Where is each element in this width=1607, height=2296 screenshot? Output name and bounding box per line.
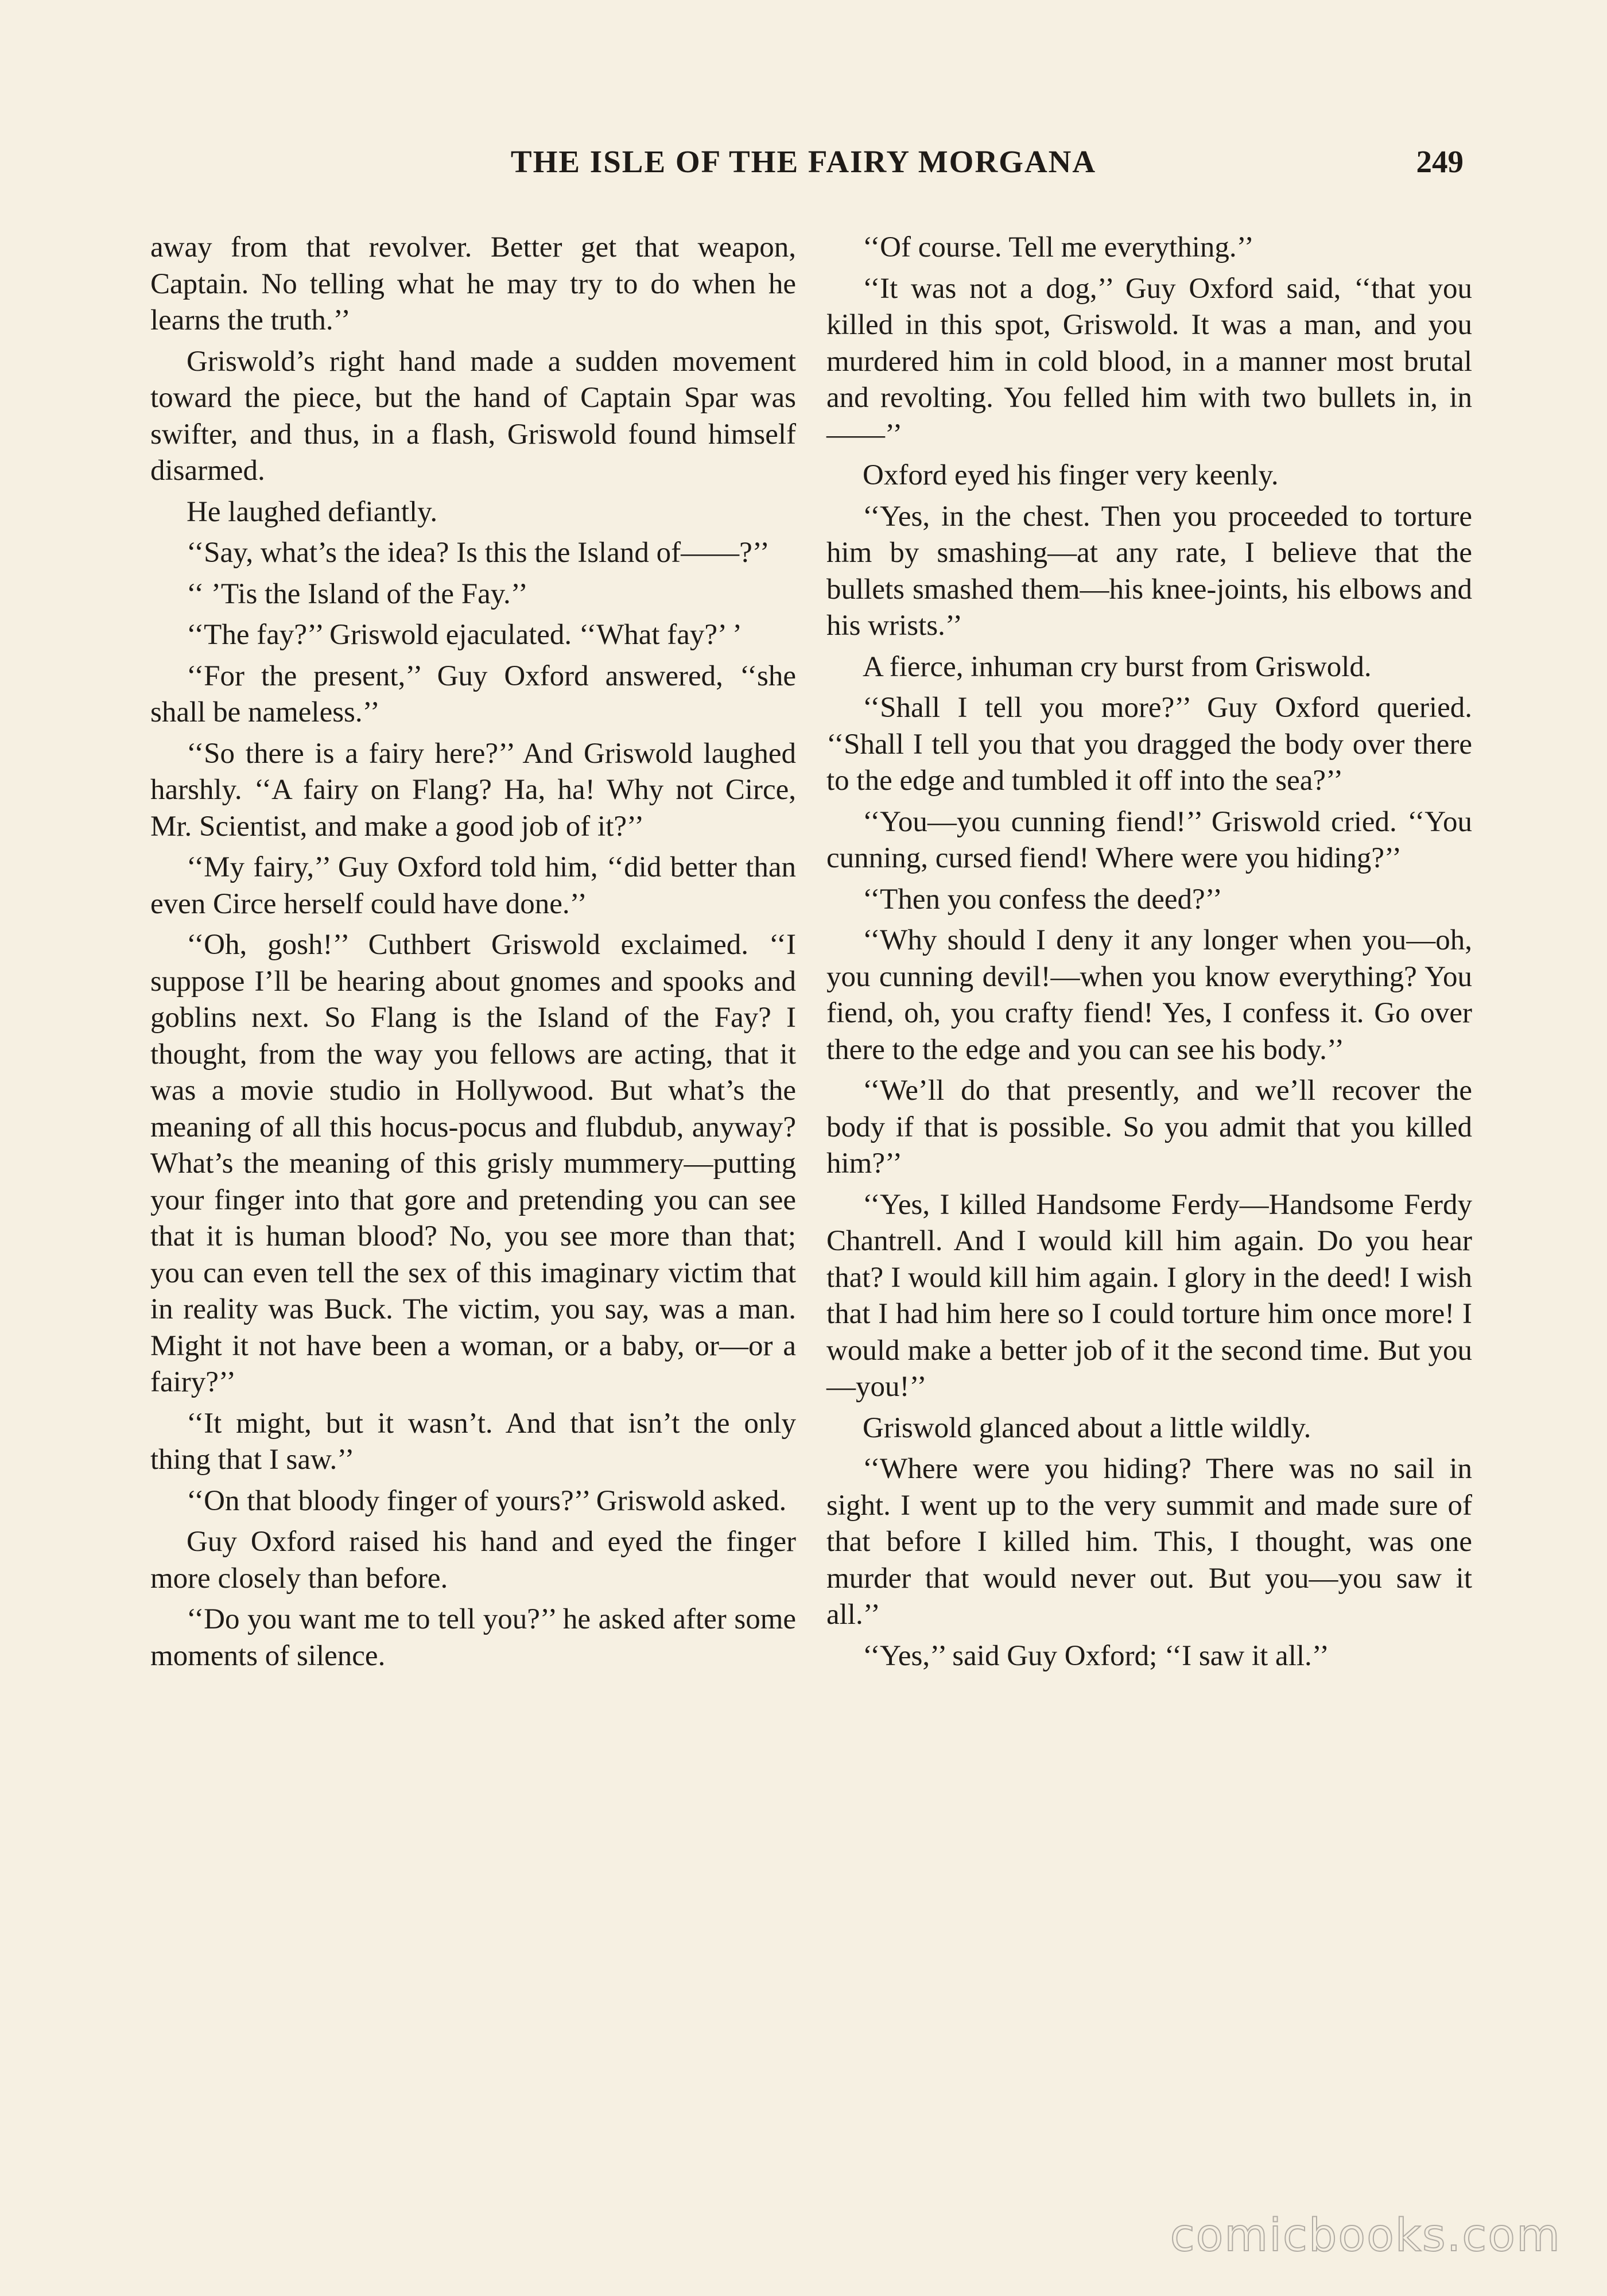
paragraph: ‘‘My fairy,’’ Guy Oxford told him, ‘‘did better than even Circe herself could have done.’’ bbox=[150, 851, 796, 920]
left-text-column bbox=[150, 230, 796, 1679]
paragraph: ‘‘Say, what’s the idea? Is this the Island of——?’’ bbox=[187, 537, 770, 569]
paragraph: away from that revolver. Better get that weapon, Captain. No telling what he may try to do when he learns the truth.’’ bbox=[150, 231, 796, 336]
paragraph: ‘‘ ’Tis the Island of the Fay.’’ bbox=[187, 577, 528, 610]
page-header bbox=[143, 144, 1464, 189]
paragraph: He laughed defiantly. bbox=[187, 495, 438, 528]
paragraph: ‘‘On that bloody finger of yours?’’ Griswold asked. bbox=[187, 1484, 787, 1517]
paragraph: Guy Oxford raised his hand and eyed the finger more closely than before. bbox=[150, 1526, 796, 1595]
paragraph: ‘‘Of course. Tell me everything.’’ bbox=[863, 231, 1254, 263]
paragraph: ‘‘Yes, in the chest. Then you proceeded to torture him by smashing—at any rate, I believe that the bullets smashed them—his knee-joints, his elbows and his wrists.’’ bbox=[826, 500, 1472, 642]
paragraph: ‘‘The fay?’’ Griswold ejaculated. ‘‘What fay?’ ’ bbox=[187, 619, 742, 651]
paragraph: Griswold glanced about a little wildly. bbox=[863, 1411, 1311, 1444]
paragraph: ‘‘So there is a fairy here?’’ And Griswold laughed harshly. ‘‘A fairy on Flang? Ha, ha! Why not Circe, Mr. Scientist, and make a good job of it?’’ bbox=[150, 737, 796, 843]
paragraph: ‘‘Shall I tell you more?’’ Guy Oxford queried. ‘‘Shall I tell you that you dragged the body over there to the edge and tumbled it off into the sea?’’ bbox=[826, 692, 1472, 797]
paragraph: ‘‘Then you confess the deed?’’ bbox=[863, 883, 1222, 916]
paragraph: ‘‘It might, but it wasn’t. And that isn’t the only thing that I saw.’’ bbox=[150, 1407, 796, 1476]
paragraph: Oxford eyed his finger very keenly. bbox=[863, 459, 1279, 491]
paragraph: ‘‘Where were you hiding? There was no sail in sight. I went up to the very summit and made sure of that before I killed him. This, I thought, was one murder that would never out. But you—you saw it all.’’ bbox=[826, 1453, 1472, 1631]
paragraph: ‘‘You—you cunning fiend!’’ Griswold cried. ‘‘You cunning, cursed fiend! Where were you hiding?’’ bbox=[826, 805, 1472, 874]
right-text-column bbox=[826, 230, 1472, 1679]
paragraph: ‘‘Yes,’’ said Guy Oxford; ‘‘I saw it all.’’ bbox=[863, 1639, 1329, 1672]
paragraph: ‘‘We’ll do that presently, and we’ll recover the body if that is possible. So you admit that you killed him?’’ bbox=[826, 1075, 1472, 1180]
paragraph: Griswold’s right hand made a sudden movement toward the piece, but the hand of Captain Spar was swifter, and thus, in a flash, Griswold found himself disarmed. bbox=[150, 345, 796, 487]
watermark: comicbooks.com bbox=[1170, 2210, 1561, 2262]
paragraph: ‘‘Yes, I killed Handsome Ferdy—Handsome Ferdy Chantrell. And I would kill him again. Do you hear that? I would kill him again. I glory in the deed! I wish that I had him here so I could torture him once more! I would make a better job of it the second time. But you—you!’’ bbox=[826, 1188, 1472, 1403]
paragraph: A fierce, inhuman cry burst from Griswold. bbox=[863, 650, 1372, 683]
paragraph: ‘‘It was not a dog,’’ Guy Oxford said, ‘‘that you killed in this spot, Griswold. It was a man, and you murdered him in cold blood, in a manner most brutal and revolting. You felled him with two bullets in, in——’’ bbox=[826, 272, 1472, 451]
paragraph: ‘‘Why should I deny it any longer when you—oh, you cunning devil!—when you know everything? You fiend, oh, you crafty fiend! Yes, I confess it. Go over there to the edge and you can see his body.’’ bbox=[826, 924, 1472, 1066]
paragraph: ‘‘For the present,’’ Guy Oxford answered, ‘‘she shall be nameless.’’ bbox=[150, 660, 796, 728]
paragraph: ‘‘Oh, gosh!’’ Cuthbert Griswold exclaimed. ‘‘I suppose I’ll be hearing about gnomes and spooks and goblins next. So Flang is the Island of the Fay? I thought, from the way you fellows are acting, that it was a movie studio in Hollywood. But what’s the meaning of all this hocus-pocus and flubdub, anyway? What’s the meaning of this grisly mummery—putting your finger into that gore and pretending you can see that it is human blood? No, you see more than that; you can even tell the sex of this imaginary victim that in reality was Buck. The victim, you say, was a man. Might it not have been a woman, or a baby, or—or a fairy?’’ bbox=[150, 929, 796, 1398]
running-title: THE ISLE OF THE FAIRY MORGANA bbox=[510, 144, 1097, 179]
paragraph: ‘‘Do you want me to tell you?’’ he asked after some moments of silence. bbox=[150, 1603, 796, 1672]
page-number: 249 bbox=[1416, 144, 1464, 179]
